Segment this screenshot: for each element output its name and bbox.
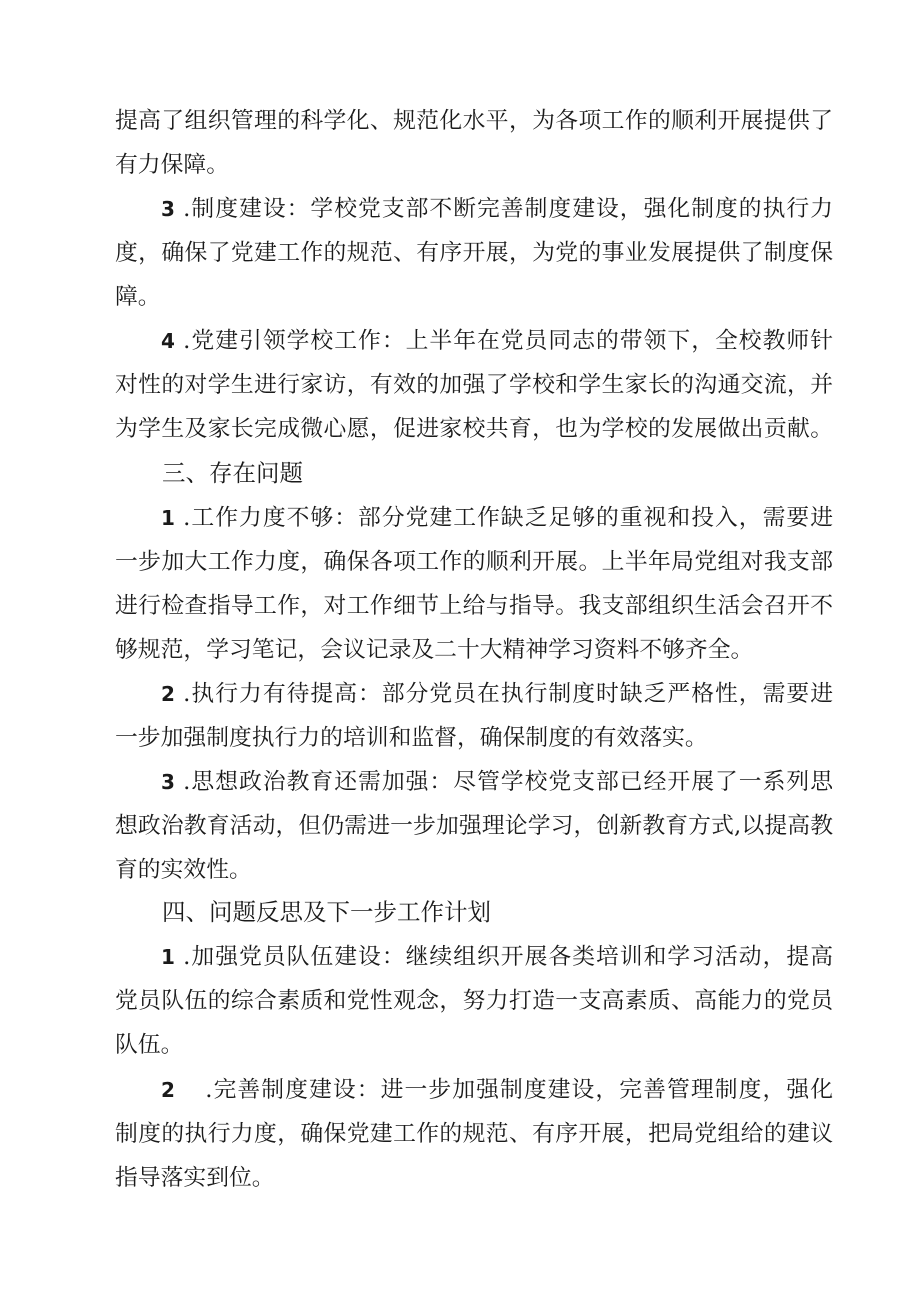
text-line: 队伍。 bbox=[115, 1032, 184, 1058]
item-text: .党建引领学校工作：上半年在党员同志的带领下，全校教师针 bbox=[183, 328, 833, 354]
item-text: .加强党员队伍建设：继续组织开展各类培训和学习活动，提高 bbox=[183, 944, 833, 970]
item-number: 1 bbox=[161, 945, 175, 969]
text-line: 有力保障。 bbox=[115, 152, 229, 178]
text-line bbox=[115, 1068, 833, 1112]
text-line: 对性的对学生进行家访，有效的加强了学校和学生家长的沟通交流，并 bbox=[115, 372, 833, 398]
text-line bbox=[115, 760, 833, 804]
item-text: .执行力有待提高：部分党员在执行制度时缺乏严格性，需要进 bbox=[183, 681, 833, 707]
text-line: 提高了组织管理的科学化、规范化水平，为各项工作的顺利开展提供了 bbox=[115, 108, 833, 134]
paragraph-plan-2 bbox=[115, 1068, 833, 1200]
text-line: 进行检查指导工作，对工作细节上给与指导。我支部组织生活会召开不 bbox=[115, 593, 833, 619]
item-number: 1 bbox=[161, 506, 175, 530]
item-text: .制度建设：学校党支部不断完善制度建设，强化制度的执行力 bbox=[183, 196, 833, 222]
paragraph-problem-2 bbox=[115, 672, 833, 760]
text-line bbox=[115, 496, 833, 540]
text-line: 一步加强制度执行力的培训和监督，确保制度的有效落实。 bbox=[115, 725, 708, 751]
item-number: 2 bbox=[161, 1078, 175, 1102]
item-text: .思想政治教育还需加强：尽管学校党支部已经开展了一系列思 bbox=[183, 769, 833, 795]
paragraph-item-3-institution bbox=[115, 187, 833, 319]
text-line bbox=[115, 672, 833, 716]
item-number: 2 bbox=[161, 682, 175, 706]
item-number: 4 bbox=[161, 329, 175, 353]
item-number: 3 bbox=[161, 770, 175, 794]
text-line bbox=[115, 319, 833, 363]
paragraph-problem-1 bbox=[115, 496, 833, 672]
paragraph-plan-1 bbox=[115, 935, 833, 1067]
item-number: 3 bbox=[161, 197, 175, 221]
paragraph-problem-3 bbox=[115, 760, 833, 892]
item-text: .完善制度建设：进一步加强制度建设，完善管理制度，强化 bbox=[205, 1077, 833, 1103]
text-line: 为学生及家长完成微心愿，促进家校共育，也为学校的发展做出贡献。 bbox=[115, 416, 833, 442]
text-line: 制度的执行力度，确保党建工作的规范、有序开展，把局党组给的建议 bbox=[115, 1121, 833, 1147]
text-line: 障。 bbox=[115, 284, 161, 310]
text-line: 指导落实到位。 bbox=[115, 1165, 275, 1191]
paragraph-continuation bbox=[115, 99, 833, 187]
text-line: 想政治教育活动，但仍需进一步加强理论学习，创新教育方式,以提高教 bbox=[115, 813, 833, 839]
text-line bbox=[115, 935, 833, 979]
text-line: 一步加大工作力度，确保各项工作的顺利开展。上半年局党组对我支部 bbox=[115, 549, 833, 575]
text-line bbox=[115, 187, 833, 231]
text-line: 够规范，学习笔记，会议记录及二十大精神学习资料不够齐全。 bbox=[115, 637, 754, 663]
section-heading-problems: 三、存在问题 bbox=[162, 459, 303, 487]
section-heading-plan: 四、问题反思及下一步工作计划 bbox=[162, 898, 491, 926]
paragraph-item-4-leadership bbox=[115, 319, 833, 451]
item-text: .工作力度不够：部分党建工作缺乏足够的重视和投入，需要进 bbox=[183, 505, 833, 531]
text-line: 育的实效性。 bbox=[115, 857, 252, 883]
text-line: 度，确保了党建工作的规范、有序开展，为党的事业发展提供了制度保 bbox=[115, 240, 833, 266]
text-line: 党员队伍的综合素质和党性观念，努力打造一支高素质、高能力的党员 bbox=[115, 988, 833, 1014]
